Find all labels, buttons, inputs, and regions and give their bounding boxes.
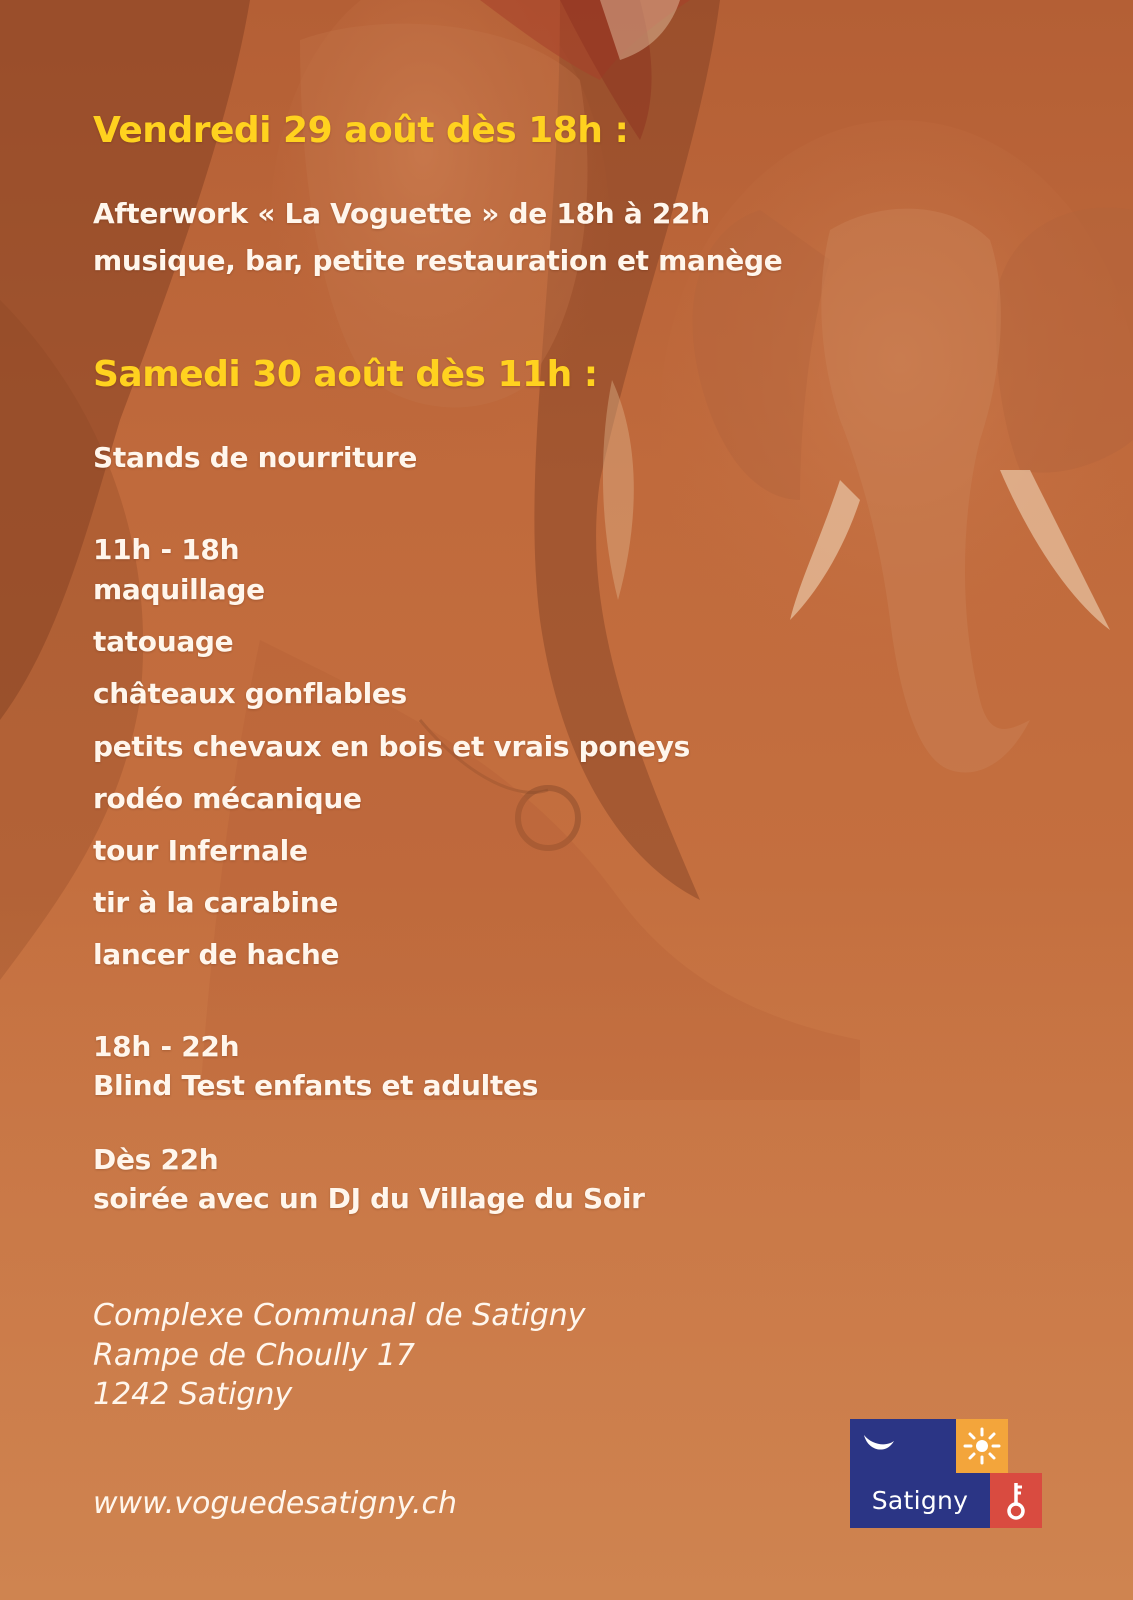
list-item: lancer de hache xyxy=(93,938,340,971)
food-stands-line: Stands de nourriture xyxy=(93,441,418,474)
list-item: tour Infernale xyxy=(93,834,308,867)
list-item: rodéo mécanique xyxy=(93,782,362,815)
address-line-venue: Complexe Communal de Satigny xyxy=(93,1298,586,1333)
address-line-street: Rampe de Choully 17 xyxy=(93,1338,415,1373)
website-link[interactable]: www.voguedesatigny.ch xyxy=(93,1486,457,1521)
list-item: maquillage xyxy=(93,573,265,606)
address-line-city: 1242 Satigny xyxy=(93,1377,293,1412)
moon-icon xyxy=(850,1419,956,1473)
logo-name: Satigny xyxy=(850,1473,990,1528)
satigny-logo xyxy=(850,1419,1042,1528)
slot2-time: 18h - 22h xyxy=(93,1030,240,1063)
slot2-item: Blind Test enfants et adultes xyxy=(93,1069,539,1102)
key-icon xyxy=(990,1473,1042,1528)
friday-details-line: musique, bar, petite restauration et manège xyxy=(93,244,783,277)
slot3-time: Dès 22h xyxy=(93,1143,219,1176)
friday-heading: Vendredi 29 août dès 18h : xyxy=(93,110,629,151)
slot1-time: 11h - 18h xyxy=(93,533,240,566)
list-item: petits chevaux en bois et vrais poneys xyxy=(93,730,690,763)
saturday-heading: Samedi 30 août dès 11h : xyxy=(93,354,598,395)
list-item: châteaux gonflables xyxy=(93,677,407,710)
list-item: tir à la carabine xyxy=(93,886,339,919)
friday-afterwork-line: Afterwork « La Voguette » de 18h à 22h xyxy=(93,197,710,230)
slot3-item: soirée avec un DJ du Village du Soir xyxy=(93,1182,645,1215)
list-item: tatouage xyxy=(93,625,234,658)
sun-icon xyxy=(956,1419,1008,1473)
